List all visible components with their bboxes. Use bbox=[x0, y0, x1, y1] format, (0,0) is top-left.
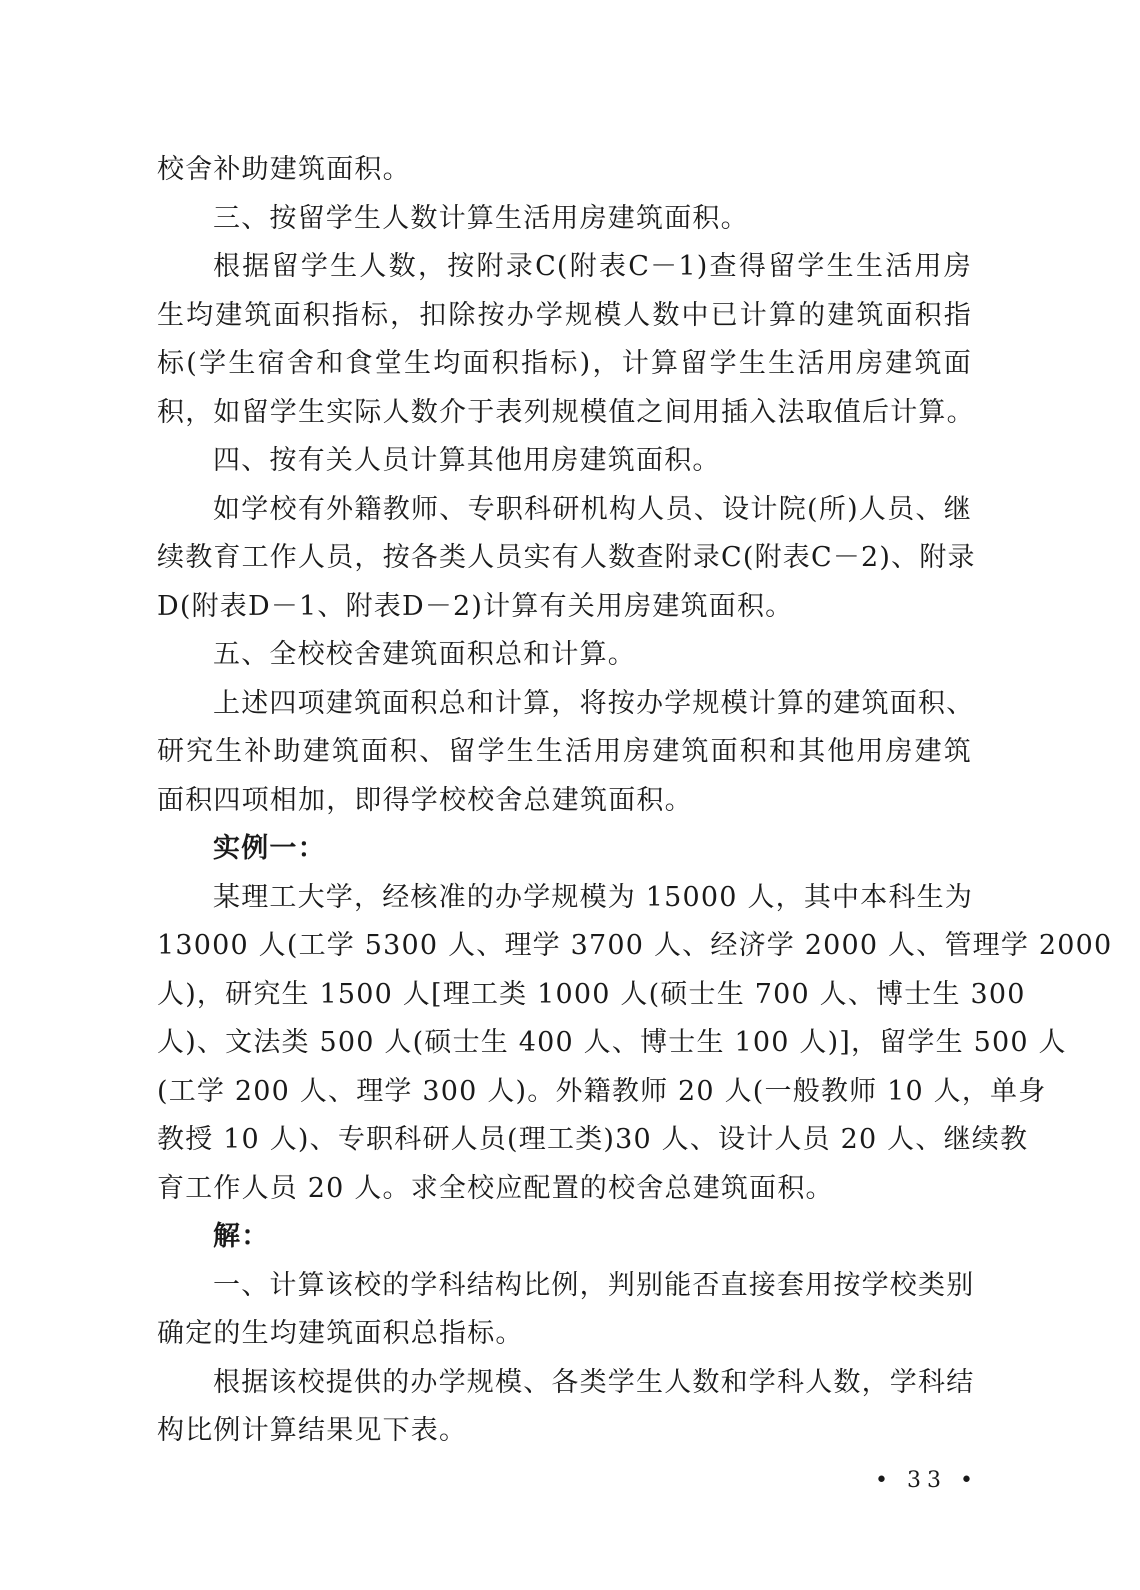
text-line: 研究生补助建筑面积、留学生生活用房建筑面积和其他用房建筑 bbox=[157, 736, 972, 767]
section-heading-five: 五、全校校舍建筑面积总和计算。 bbox=[213, 639, 636, 670]
text-line: 某理工大学，经核准的办学规模为 15000 人，其中本科生为 bbox=[213, 881, 974, 913]
text-line: 标(学生宿舍和食堂生均面积指标)，计算留学生生活用房建筑面 bbox=[157, 348, 972, 379]
section-heading-four: 四、按有关人员计算其他用房建筑面积。 bbox=[213, 445, 721, 476]
text-line: 一、计算该校的学科结构比例，判别能否直接套用按学校类别 bbox=[213, 1269, 975, 1301]
text-line: 上述四项建筑面积总和计算，将按办学规模计算的建筑面积、 bbox=[213, 687, 975, 719]
section-heading-three: 三、按留学生人数计算生活用房建筑面积。 bbox=[213, 202, 749, 234]
solution-heading: 解： bbox=[213, 1221, 270, 1252]
text-line: D(附表D－1、附表D－2)计算有关用房建筑面积。 bbox=[157, 590, 794, 622]
text-line: 育工作人员 20 人。求全校应配置的校舍总建筑面积。 bbox=[157, 1172, 834, 1204]
text-line: 积，如留学生实际人数介于表列规模值之间用插入法取值后计算。 bbox=[157, 396, 975, 428]
text-line: 13000 人(工学 5300 人、理学 3700 人、经济学 2000 人、管理学 2000 bbox=[157, 930, 1113, 961]
example-heading: 实例一： bbox=[213, 833, 326, 864]
text-line: 教授 10 人)、专职科研人员(理工类)30 人、设计人员 20 人、继续教 bbox=[157, 1124, 1029, 1155]
text-line: 确定的生均建筑面积总指标。 bbox=[157, 1318, 524, 1349]
document-body bbox=[157, 146, 1113, 1456]
text-line: 面积四项相加，即得学校校舍总建筑面积。 bbox=[157, 784, 693, 816]
text-line: 根据该校提供的办学规模、各类学生人数和学科人数，学科结 bbox=[213, 1366, 975, 1398]
text-line: (工学 200 人、理学 300 人)。外籍教师 20 人(一般教师 10 人，单身 bbox=[157, 1075, 1047, 1107]
text-line: 构比例计算结果见下表。 bbox=[157, 1415, 468, 1446]
text-line: 校舍补助建筑面积。 bbox=[157, 154, 411, 185]
text-line: 人)、文法类 500 人(硕士生 400 人、博士生 100 人)]，留学生 500 人 bbox=[157, 1027, 1067, 1058]
page-number: • 33 • bbox=[875, 1468, 979, 1493]
text-line: 续教育工作人员，按各类人员实有人数查附录C(附表C－2)、附录 bbox=[157, 542, 976, 573]
text-line: 如学校有外籍教师、专职科研机构人员、设计院(所)人员、继 bbox=[213, 493, 972, 525]
text-line: 人)，研究生 1500 人[理工类 1000 人(硕士生 700 人、博士生 300 bbox=[157, 978, 1026, 1010]
text-line: 根据留学生人数，按附录C(附表C－1)查得留学生生活用房 bbox=[213, 251, 972, 282]
text-line: 生均建筑面积指标，扣除按办学规模人数中已计算的建筑面积指 bbox=[157, 299, 972, 331]
